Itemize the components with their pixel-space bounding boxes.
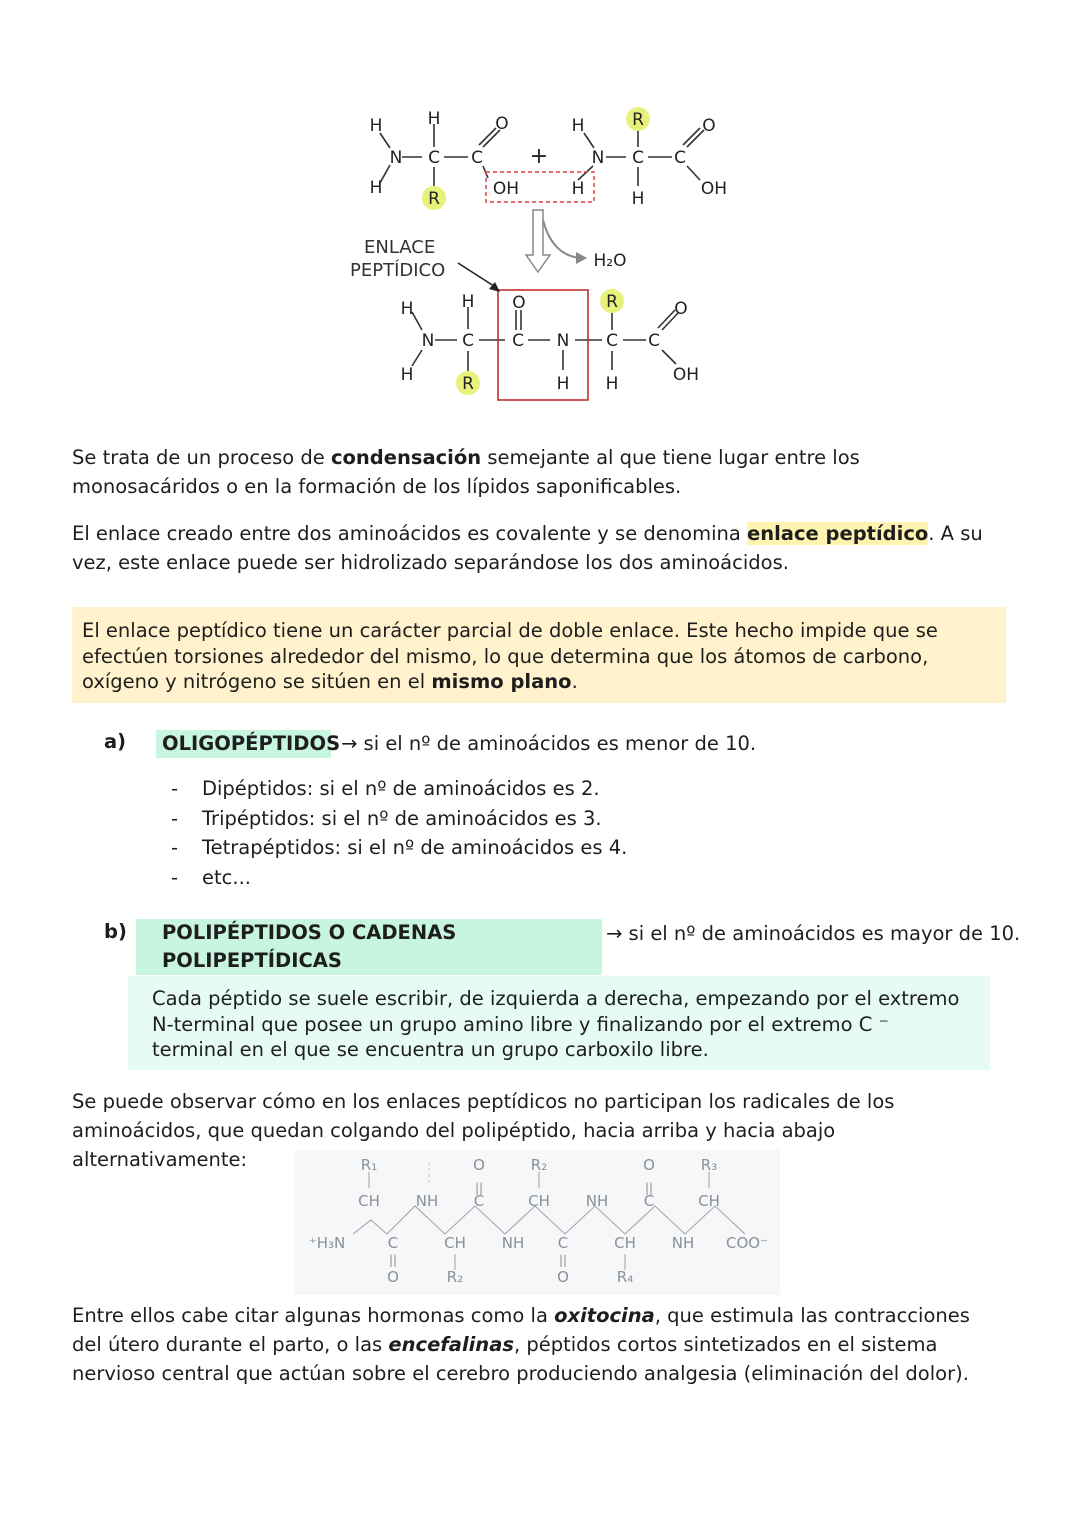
paragraph-text: semejante al que tiene lugar entre los monosacáridos o en la formación de los lípidos saponificables. xyxy=(72,446,860,498)
paragraph-condensation xyxy=(72,443,1002,501)
radical-r3: R₃ xyxy=(700,1156,718,1174)
alpha-carbon: CH xyxy=(698,1192,720,1210)
double-bond: || xyxy=(474,1181,484,1195)
atom-h: H xyxy=(461,292,475,312)
double-bond: || xyxy=(644,1181,654,1195)
callout-text: Cada péptido se suele escribir, de izquierda a derecha, empezando por el extremo N-terminal que posee un grupo amino libre y finalizando por el extremo C ⁻ terminal en el que se encuentra un grupo carboxilo libre. xyxy=(152,987,960,1061)
paragraph-text: , péptidos cortos sintetizados en el sistema nervioso central que actúan sobre el cerebro produciendo analgesia (eliminación del dolor). xyxy=(72,1333,969,1385)
atom-r: R xyxy=(632,110,644,130)
atom-n: N xyxy=(591,148,605,168)
carbonyl-o: O xyxy=(557,1268,569,1286)
atom-h: H xyxy=(400,299,414,319)
oligopeptides-definition: → si el nº de aminoácidos es menor de 10. xyxy=(341,732,757,755)
carbonyl-c: C xyxy=(643,1192,655,1210)
amide-nh: NH xyxy=(671,1234,695,1252)
callout-double-bond xyxy=(72,607,1006,703)
paragraph-radicals: Se puede observar cómo en los enlaces peptídicos no participan los radicales de los aminoácidos, que quedan colgando del polipéptido, hacia arriba y hacia abajo alternativamente: xyxy=(72,1090,895,1171)
atom-c: C xyxy=(428,148,440,168)
alpha-carbon: CH xyxy=(614,1234,636,1252)
carbonyl-c: C xyxy=(387,1234,399,1252)
carbonyl-o: O xyxy=(387,1268,399,1286)
atom-c: C xyxy=(648,331,660,351)
oligopeptides-tag: OLIGOPÉPTIDOS xyxy=(156,730,331,758)
paragraph-hormones xyxy=(72,1301,1002,1388)
term-oxytocin: oxitocina xyxy=(554,1304,655,1327)
atom-oh: OH xyxy=(700,179,728,199)
list-item: - Tetrapéptidos: si el nº de aminoácidos es 4. xyxy=(171,833,627,863)
section-b-letter: b) xyxy=(104,920,127,943)
section-a-letter: a) xyxy=(104,730,127,753)
atom-n: N xyxy=(556,331,570,351)
alpha-carbon: CH xyxy=(528,1192,550,1210)
callout-peptide-direction xyxy=(128,976,990,1070)
water-molecule: H₂O xyxy=(593,251,627,271)
atom-c: C xyxy=(512,331,524,351)
callout-text-part: El enlace peptídico tiene un carácter parcial de doble enlace. Este hecho impide que se efectúen torsiones alrededor del mismo, lo que determina que los átomos de carbono, oxígeno y nitrógeno se sitúen en el xyxy=(82,619,938,693)
plus-sign: + xyxy=(529,144,549,169)
paragraph-peptide-bond xyxy=(72,519,1002,577)
polypeptides-definition: → si el nº de aminoácidos es mayor de 10. xyxy=(606,922,1021,945)
amide-nh: NH xyxy=(415,1192,439,1210)
atom-c: C xyxy=(674,148,686,168)
atom-r: R xyxy=(428,189,440,209)
atom-n: N xyxy=(421,331,435,351)
callout-text xyxy=(82,618,992,695)
atom-oh: OH xyxy=(492,179,520,199)
atom-c: C xyxy=(462,331,474,351)
alpha-carbon: CH xyxy=(358,1192,380,1210)
atom-o: O xyxy=(674,299,688,319)
callout-text-part: . xyxy=(571,670,578,693)
atom-h: H xyxy=(571,116,585,136)
radical-r3-top: R₂ xyxy=(530,1156,548,1174)
bold-term-condensation: condensación xyxy=(330,446,482,469)
atom-h: H xyxy=(556,374,570,394)
double-bond: || xyxy=(558,1253,568,1267)
atom-r: R xyxy=(462,374,474,394)
oligopeptides-list xyxy=(171,774,627,892)
amide-nh: NH xyxy=(501,1234,525,1252)
radical-r1: R₁ xyxy=(360,1156,378,1174)
carbonyl-c: C xyxy=(557,1234,569,1252)
atom-r: R xyxy=(606,292,618,312)
paragraph-text: El enlace creado entre dos aminoácidos es covalente y se denomina xyxy=(72,522,747,545)
label-pointer-arrow-icon xyxy=(458,263,500,292)
atom-h: H xyxy=(631,189,645,209)
atom-o: O xyxy=(702,116,716,136)
atom-n: N xyxy=(389,148,403,168)
n-terminal: ⁺H₃N xyxy=(308,1234,346,1252)
bold-term-same-plane: mismo plano xyxy=(431,670,572,693)
reaction-arrow-icon xyxy=(526,210,587,272)
carbonyl-o: O xyxy=(643,1156,655,1174)
alpha-carbon: CH xyxy=(444,1234,466,1252)
atom-h: H xyxy=(369,116,383,136)
atom-c: C xyxy=(471,148,483,168)
polypeptides-tag: POLIPÉPTIDOS O CADENAS POLIPEPTÍDICAS xyxy=(136,919,602,975)
list-item: - Dipéptidos: si el nº de aminoácidos es 2. xyxy=(171,774,627,804)
atom-h: H xyxy=(427,109,441,129)
peptide-bond-label-line1: ENLACE xyxy=(364,237,436,258)
list-item: - Tripéptidos: si el nº de aminoácidos es 3. xyxy=(171,804,627,834)
atom-c: C xyxy=(606,331,618,351)
paragraph-text: Se trata de un proceso de xyxy=(72,446,331,469)
amide-nh: NH xyxy=(585,1192,609,1210)
highlighted-term-peptide-bond: enlace peptídico xyxy=(747,522,929,545)
carbonyl-c: C xyxy=(473,1192,485,1210)
polypeptide-chain-diagram xyxy=(295,1150,780,1295)
c-terminal: COO⁻ xyxy=(725,1234,769,1252)
list-item: - etc... xyxy=(171,863,627,893)
atom-h: H xyxy=(400,365,414,385)
paragraph-text: . A su vez, este enlace puede ser hidrolizado separándose los dos aminoácidos. xyxy=(72,522,983,574)
atom-o: O xyxy=(495,114,509,134)
radical-r2: R₂ xyxy=(446,1268,464,1286)
radical-r4: R₄ xyxy=(616,1268,634,1286)
atom-c: C xyxy=(632,148,644,168)
atom-h: H xyxy=(605,374,619,394)
atom-oh: OH xyxy=(672,365,700,385)
term-enkephalins: encefalinas xyxy=(388,1333,514,1356)
peptide-bond-reaction-diagram xyxy=(340,100,740,410)
paragraph-text: Entre ellos cabe citar algunas hormonas como la xyxy=(72,1304,555,1327)
double-bond: || xyxy=(388,1253,398,1267)
atom-o: O xyxy=(512,293,526,313)
paragraph-text: , que estimula las contracciones del útero durante el parto, o las xyxy=(72,1304,970,1356)
peptide-bond-label-line2: PEPTÍDICO xyxy=(350,260,446,281)
carbonyl-o: O xyxy=(473,1156,485,1174)
atom-h: H xyxy=(369,178,383,198)
atom-h: H xyxy=(571,179,585,199)
